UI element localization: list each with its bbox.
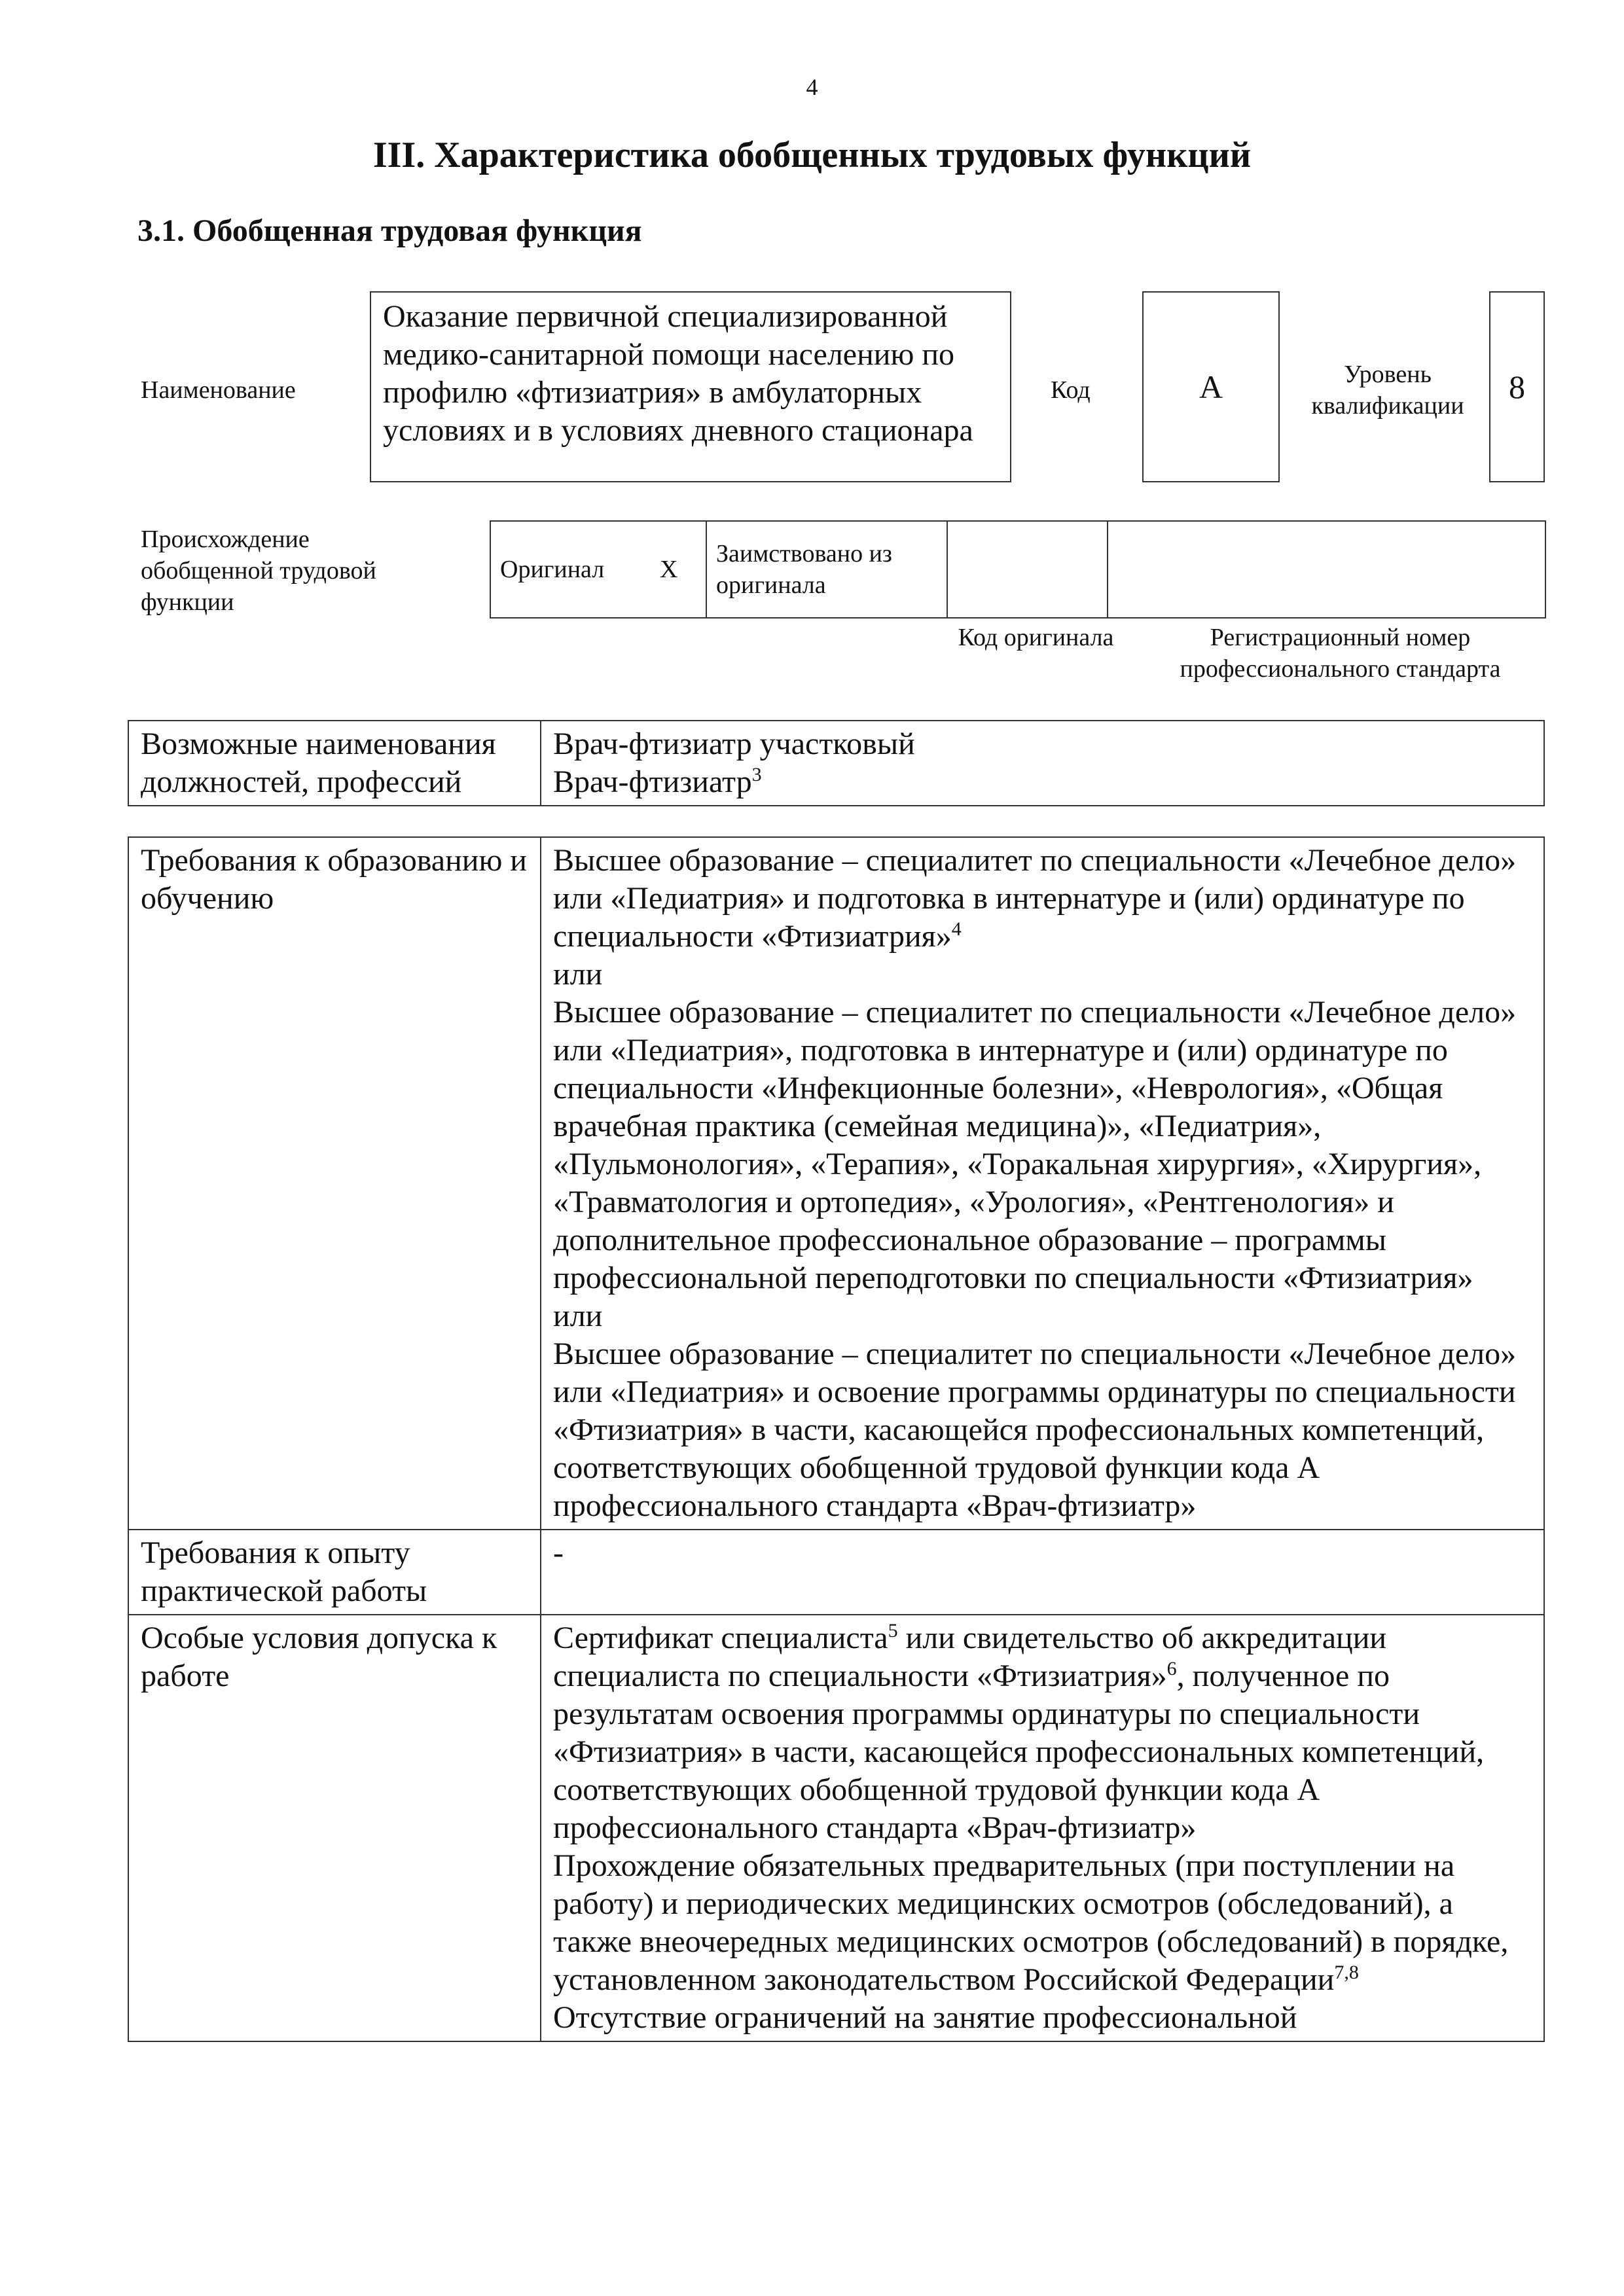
original-code-caption: Код оригинала: [958, 624, 1114, 651]
borrowed-label: Заимствовано из оригинала: [706, 521, 947, 618]
section-title: III. Характеристика обобщенных трудовых функций: [372, 135, 1252, 175]
code-value: А: [1199, 368, 1223, 405]
function-name-value: Оказание первичной специализированной медико-санитарной помощи населению по профилю «фтизиатрия» в амбулаторных условиях и в условиях дневного стационара: [383, 299, 973, 448]
original-mark: Х: [651, 521, 706, 618]
positions-value: [541, 721, 1544, 806]
admission-value: [541, 1615, 1544, 2041]
admission-item-1: Сертификат специалиста$^5$ или свидетельство об аккредитации специалиста по специальности «Фтизиатрия»$^6$, полученное по результатам освоения программы ординатуры по специальности «Фтизиатрия» в части, касающейся профессиональных компетенций, соответствующих обобщенной трудовой функции кода А профессионального стандарта «Врач-фтизиатр»: [553, 1620, 1485, 1845]
original-label: Оригинал: [490, 521, 651, 618]
education-option-1: Высшее образование – специалитет по специальности «Лечебное дело» или «Педиатрия» и подготовка в интернатуре и (или) ординатуре по специальности «Фтизиатрия»$^4$: [553, 843, 1517, 954]
education-or-1: или: [553, 957, 603, 992]
name-label: Наименование: [141, 376, 296, 404]
position-1: Врач-фтизиатр участковый: [553, 726, 915, 761]
code-label: Код: [1051, 376, 1091, 404]
education-option-2: Высшее образование – специалитет по специальности «Лечебное дело» или «Педиатрия», подготовка в интернатуре и (или) ординатуре по специальности «Инфекционные болезни», «Неврология», «Общая врачебная практика (семейная медицина)», «Педиатрия», «Пульмонология», «Терапия», «Торакальная хирургия», «Хирургия», «Травматология и ортопедия», «Урология», «Рентгенология» и дополнительное профессиональное образование – программы профессиональной переподготовки по специальности «Фтизиатрия»: [553, 995, 1517, 1295]
origin-table: [490, 520, 1546, 619]
education-label: Требования к образованию и обучению: [128, 837, 541, 1530]
qualification-level-value: 8: [1509, 368, 1525, 405]
table-row: [128, 1615, 1544, 2041]
registration-number-caption: Регистрационный номер профессионального стандарта: [1180, 624, 1501, 683]
function-name-box: [370, 291, 1011, 482]
education-option-3: Высшее образование – специалитет по специальности «Лечебное дело» или «Педиатрия» и освоение программы ординатуры по специальности «Фтизиатрия» в части, касающейся профессиональных компетенций, соответствующих обобщенной трудовой функции кода А профессионального стандарта «Врач-фтизиатр»: [553, 1336, 1517, 1523]
position-2: Врач-фтизиатр$^3$: [553, 764, 762, 799]
registration-number-cell: [1108, 521, 1545, 618]
education-value: [541, 837, 1544, 1530]
admission-item-3: Отсутствие ограничений на занятие профессиональной: [553, 2000, 1297, 2035]
table-row: [128, 837, 1544, 1530]
page-number: 4: [806, 74, 818, 100]
table-row: [128, 1530, 1544, 1615]
code-box: [1142, 291, 1280, 482]
admission-label: Особые условия допуска к работе: [128, 1615, 541, 2041]
experience-value: -: [541, 1530, 1544, 1615]
positions-label: Возможные наименования должностей, профессий: [128, 721, 541, 806]
subsection-title: 3.1. Обобщенная трудовая функция: [137, 213, 642, 248]
admission-item-2: Прохождение обязательных предварительных (при поступлении на работу) и периодических медицинских осмотров (обследований), а также внеочередных медицинских осмотров (обследований) в порядке, установленном законодательством Российской Федерации$^{7,8}$: [553, 1848, 1509, 1997]
requirements-table: [128, 836, 1545, 2042]
qualification-level-box: [1489, 291, 1545, 482]
positions-table: [128, 720, 1545, 806]
qualification-level-label: Уровень квалификации: [1311, 361, 1464, 420]
original-code-cell: [947, 521, 1108, 618]
education-or-2: или: [553, 1299, 603, 1333]
experience-label: Требования к опыту практической работы: [128, 1530, 541, 1615]
origin-label: Происхождение обобщенной трудовой функции: [141, 526, 376, 616]
